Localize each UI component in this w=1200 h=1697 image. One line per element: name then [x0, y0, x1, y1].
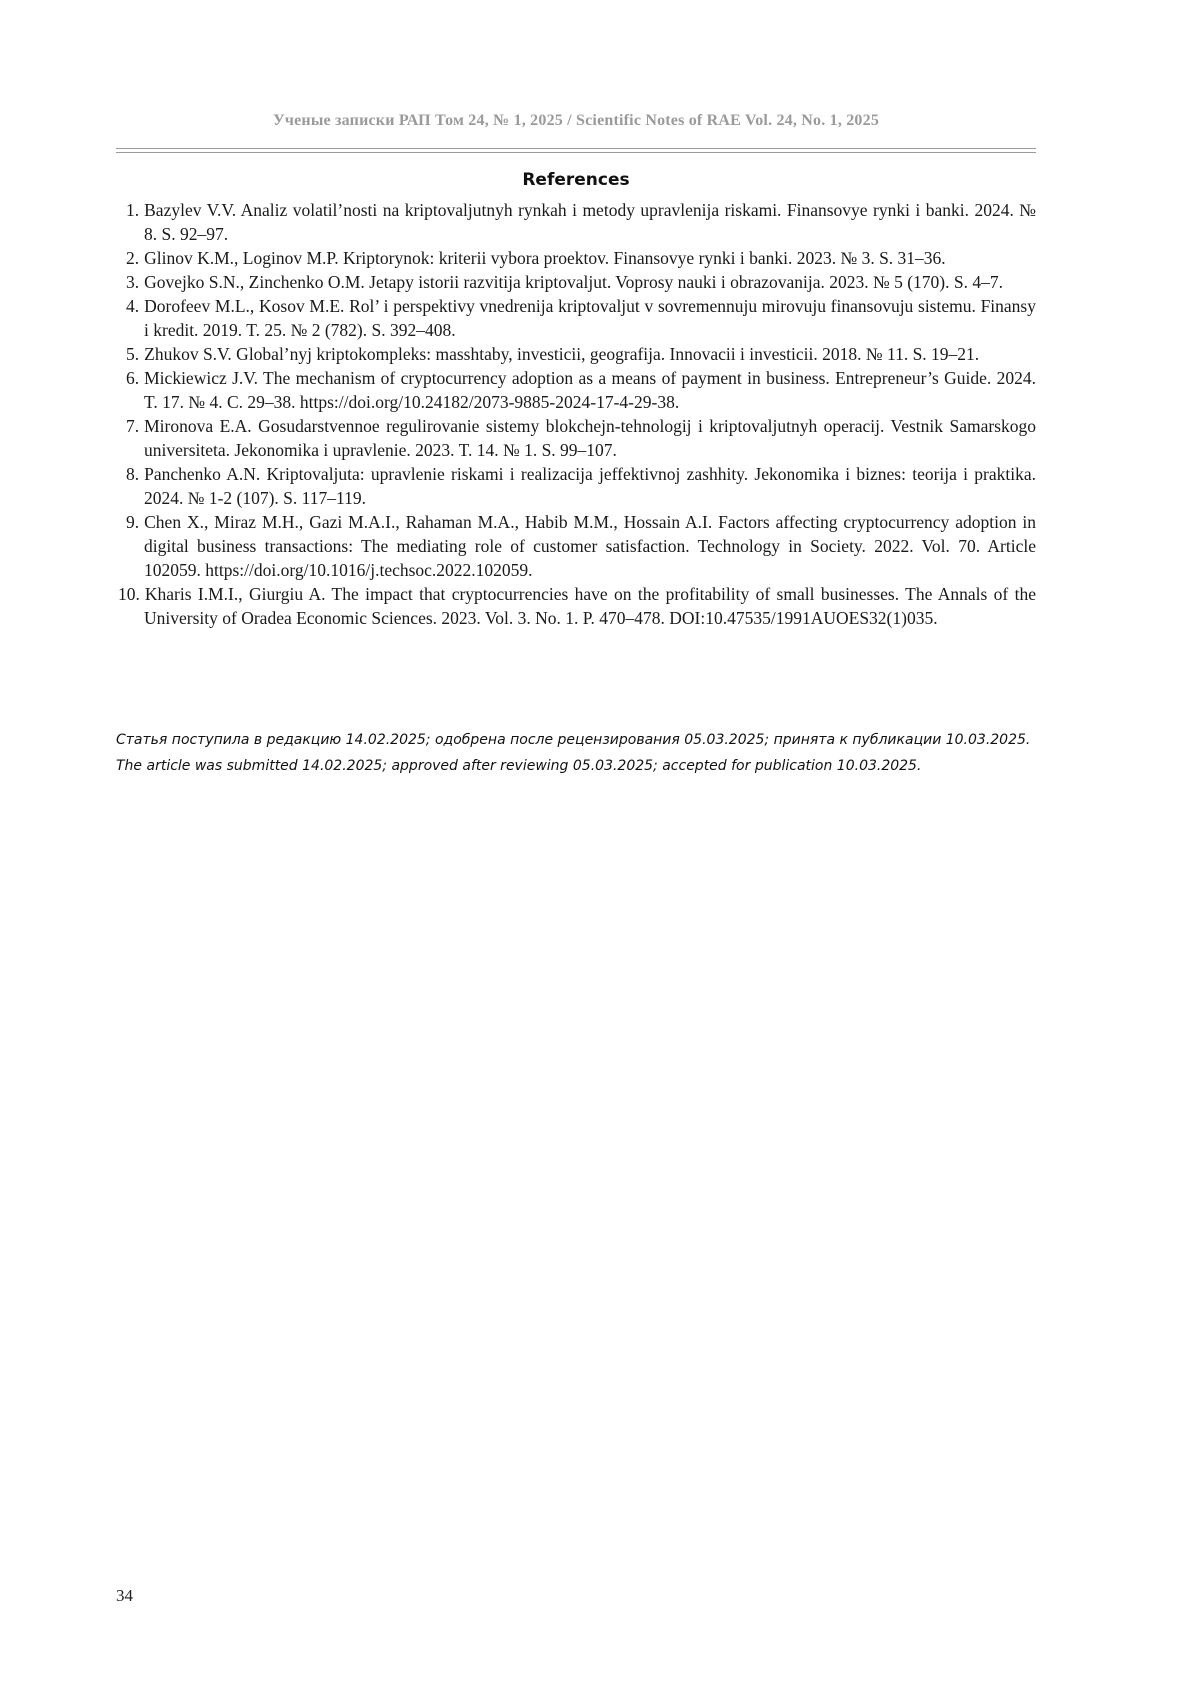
reference-item-3: [116, 270, 1036, 294]
submission-note-en: The article was submitted 14.02.2025; approved after reviewing 05.03.2025; accepted for publication 10.03.2025.: [116, 758, 922, 774]
reference-number: 10.: [118, 584, 140, 604]
reference-number: 9.: [126, 512, 140, 532]
header-rule-top: [116, 148, 1036, 149]
reference-item-9: [116, 510, 1036, 582]
reference-text: Dorofeev M.L., Kosov M.E. Rol’ i perspektivy vnedrenija kriptovaljut v sovremennuju mirovuju finansovuju sistemu. Finansy i kredit. 2019. T. 25. № 2 (782). S. 392–408.: [144, 296, 1036, 340]
reference-text: Glinov K.M., Loginov M.P. Kriptorynok: kriterii vybora proektov. Finansovye rynki i banki. 2023. № 3. S. 31–36.: [144, 248, 946, 268]
reference-text: Panchenko A.N. Kriptovaljuta: upravlenie riskami i realizacija jeffektivnoj zashhity. Jekonomika i biznes: teorija i praktika. 2024. № 1-2 (107). S. 117–119.: [144, 464, 1036, 508]
submission-notes: [116, 730, 1036, 782]
reference-number: 4.: [126, 296, 140, 316]
reference-text: Govejko S.N., Zinchenko O.M. Jetapy istorii razvitija kriptovaljut. Voprosy nauki i obrazovanija. 2023. № 5 (170). S. 4–7.: [144, 272, 1003, 292]
reference-item-4: [116, 294, 1036, 342]
reference-list: [116, 198, 1036, 630]
reference-text: Mironova E.A. Gosudarstvennoe regulirovanie sistemy blokchejn-tehnologij i kriptovaljutnyh operacij. Vestnik Samarskogo universiteta. Jekonomika i upravlenie. 2023. T. 14. № 1. S. 99–107.: [144, 416, 1036, 460]
reference-text: Chen X., Miraz M.H., Gazi M.A.I., Rahaman M.A., Habib M.M., Hossain A.I. Factors affecting cryptocurrency adoption in digital business transactions: The mediating role of customer satisfaction. Technology in Society. 2022. Vol. 70. Article 102059. https://doi.org/10.1016/j.techsoc.2022.102059.: [144, 512, 1036, 580]
reference-item-1: [116, 198, 1036, 246]
header-rule-bottom: [116, 152, 1036, 153]
reference-item-5: [116, 342, 1036, 366]
reference-item-7: [116, 414, 1036, 462]
reference-text: Mickiewicz J.V. The mechanism of cryptocurrency adoption as a means of payment in business. Entrepreneur’s Guide. 2024. T. 17. № 4. C. 29–38. https://doi.org/10.24182/2073-9885-2024-17-4-29-38.: [144, 368, 1036, 412]
page-number: 34: [116, 1586, 133, 1605]
running-header: Ученые записки РАП Том 24, № 1, 2025 / Scientific Notes of RAE Vol. 24, No. 1, 2025: [272, 112, 880, 129]
reference-item-8: [116, 462, 1036, 510]
reference-text: Kharis I.M.I., Giurgiu A. The impact that cryptocurrencies have on the profitability of small businesses. The Annals of the University of Oradea Economic Sciences. 2023. Vol. 3. No. 1. P. 470–478. DOI:10.47535/1991AUOES32(1)035.: [144, 584, 1036, 628]
reference-item-10: [116, 582, 1036, 630]
reference-number: 8.: [126, 464, 140, 484]
references-title: References: [522, 170, 630, 190]
reference-number: 3.: [126, 272, 140, 292]
reference-item-2: [116, 246, 1036, 270]
reference-number: 2.: [126, 248, 140, 268]
submission-note-ru: Статья поступила в редакцию 14.02.2025; одобрена после рецензирования 05.03.2025; принята к публикации 10.03.2025.: [116, 732, 1031, 748]
reference-text: Zhukov S.V. Global’nyj kriptokompleks: masshtaby, investicii, geografija. Innovacii i investicii. 2018. № 11. S. 19–21.: [144, 344, 980, 364]
reference-text: Bazylev V.V. Analiz volatil’nosti na kriptovaljutnyh rynkah i metody upravlenija riskami. Finansovye rynki i banki. 2024. № 8. S. 92–97.: [144, 200, 1036, 244]
reference-number: 6.: [126, 368, 140, 388]
reference-item-6: [116, 366, 1036, 414]
reference-number: 5.: [126, 344, 140, 364]
reference-number: 1.: [126, 200, 140, 220]
reference-number: 7.: [126, 416, 140, 436]
